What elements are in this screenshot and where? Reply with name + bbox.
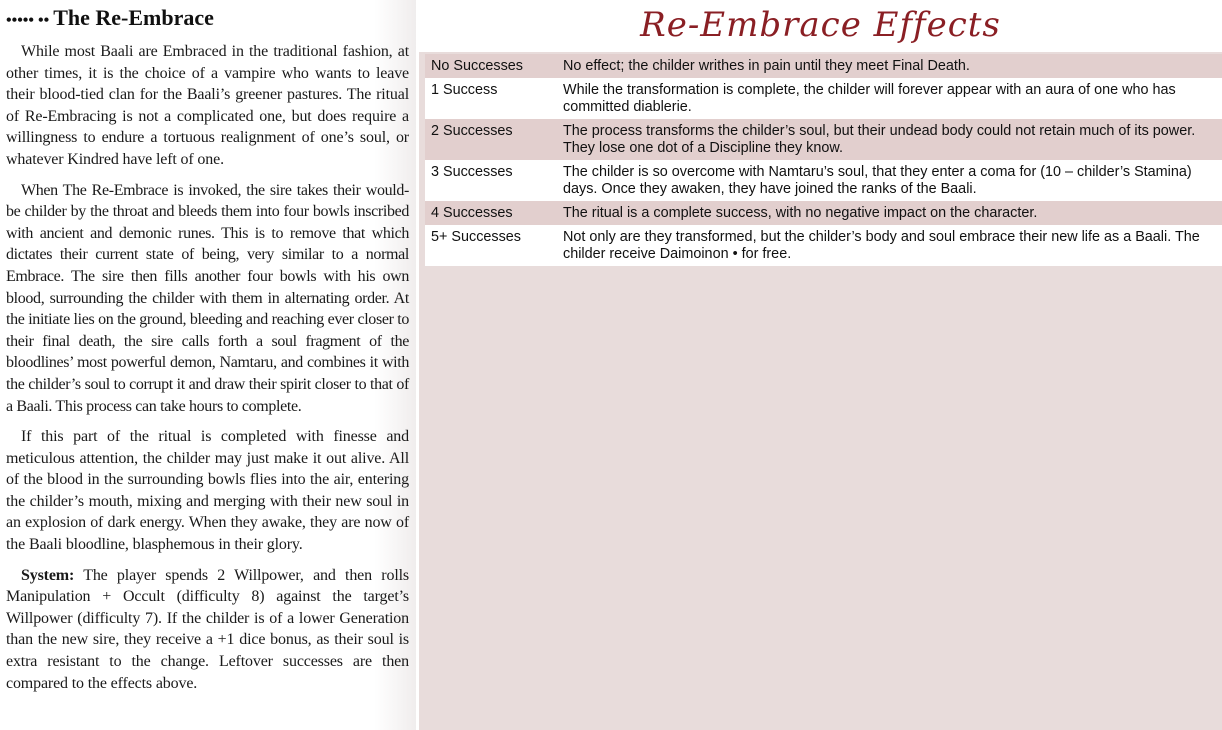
effect-cell: While the transformation is complete, the childer will forever appear with an aura of one who has committed diablerie. bbox=[557, 78, 1222, 119]
effect-cell: Not only are they transformed, but the childer’s body and soul embrace their new life as a Baali. The childer receive Daimoinon • for free. bbox=[557, 225, 1222, 266]
paragraph-system bbox=[6, 565, 409, 695]
table-row bbox=[425, 119, 1222, 160]
heading-text: The Re-Embrace bbox=[53, 5, 214, 30]
level-dots: ••••• •• bbox=[6, 12, 50, 29]
result-cell: 5+ Successes bbox=[425, 225, 557, 266]
effects-title: Re-Embrace Effects bbox=[640, 5, 1001, 45]
effect-cell: The ritual is a complete success, with no negative impact on the character. bbox=[557, 201, 1222, 225]
result-cell: No Successes bbox=[425, 54, 557, 78]
system-label: System: bbox=[21, 566, 75, 584]
effect-cell: The childer is so overcome with Namtaru’s soul, that they enter a coma for (10 – childer’s Stamina) days. Once they awaken, they have joined the ranks of the Baali. bbox=[557, 160, 1222, 201]
effect-cell: The process transforms the childer’s soul, but their undead body could not retain much of its power. They lose one dot of a Discipline they know. bbox=[557, 119, 1222, 160]
result-cell: 2 Successes bbox=[425, 119, 557, 160]
paragraph-intro: While most Baali are Embraced in the traditional fashion, at other times, it is the choice of a vampire who wants to leave their blood-tied clan for the Baali’s greener pastures. The ritual of Re-Embracing is not a complicated one, but does require a willingness to endure a tortuous realignment of one’s soul, or whatever Kindred have left of one. bbox=[6, 43, 409, 168]
paragraph-outcome: If this part of the ritual is completed with finesse and meticulous attention, the childer may just make it out alive. All of the blood in the surrounding bowls flies into the air, entering the childer’s mouth, mixing and merging with their new soul in an explosion of dark energy. When they awake, they are now of the Baali bloodline, blasphemous in their glory. bbox=[6, 428, 409, 554]
result-cell: 1 Success bbox=[425, 78, 557, 119]
table-row bbox=[425, 78, 1222, 119]
table-row bbox=[425, 201, 1222, 225]
section-heading bbox=[6, 4, 409, 35]
effect-cell: No effect; the childer writhes in pain until they meet Final Death. bbox=[557, 54, 1222, 78]
table-row bbox=[425, 54, 1222, 78]
result-cell: 4 Successes bbox=[425, 201, 557, 225]
result-cell: 3 Successes bbox=[425, 160, 557, 201]
article-column bbox=[0, 0, 416, 730]
table-row bbox=[425, 160, 1222, 201]
paragraph-ritual: When The Re-Embrace is invoked, the sire takes their would-be childer by the throat and bleeds them into four bowls inscribed with ancient and demonic runes. This is to remove that which dictates their current state of being, very similar to a normal Embrace. The sire then fills another four bowls with his own blood, surrounding the childer with them in alternating order. At the initiate lies on the ground, bleeding and reaching ever closer to their final death, the sire calls forth a soul fragment of the bloodlines’ most powerful demon, Namtaru, and combines it with the childer’s soul to corrupt it and draw their spirit closer to that of a Baali. This process can take hours to complete. bbox=[6, 181, 409, 415]
table-row bbox=[425, 225, 1222, 266]
system-text: The player spends 2 Willpower, and then rolls Manipulation + Occult (difficulty 8) against the target’s Willpower (difficulty 7). If the childer is of a lower Generation than the new sire, they receive a +1 dice bonus, as their soul is extra resistant to the change. Leftover successes are then compared to the effects above. bbox=[6, 566, 409, 692]
effects-table bbox=[425, 54, 1222, 266]
effects-panel bbox=[419, 0, 1222, 730]
